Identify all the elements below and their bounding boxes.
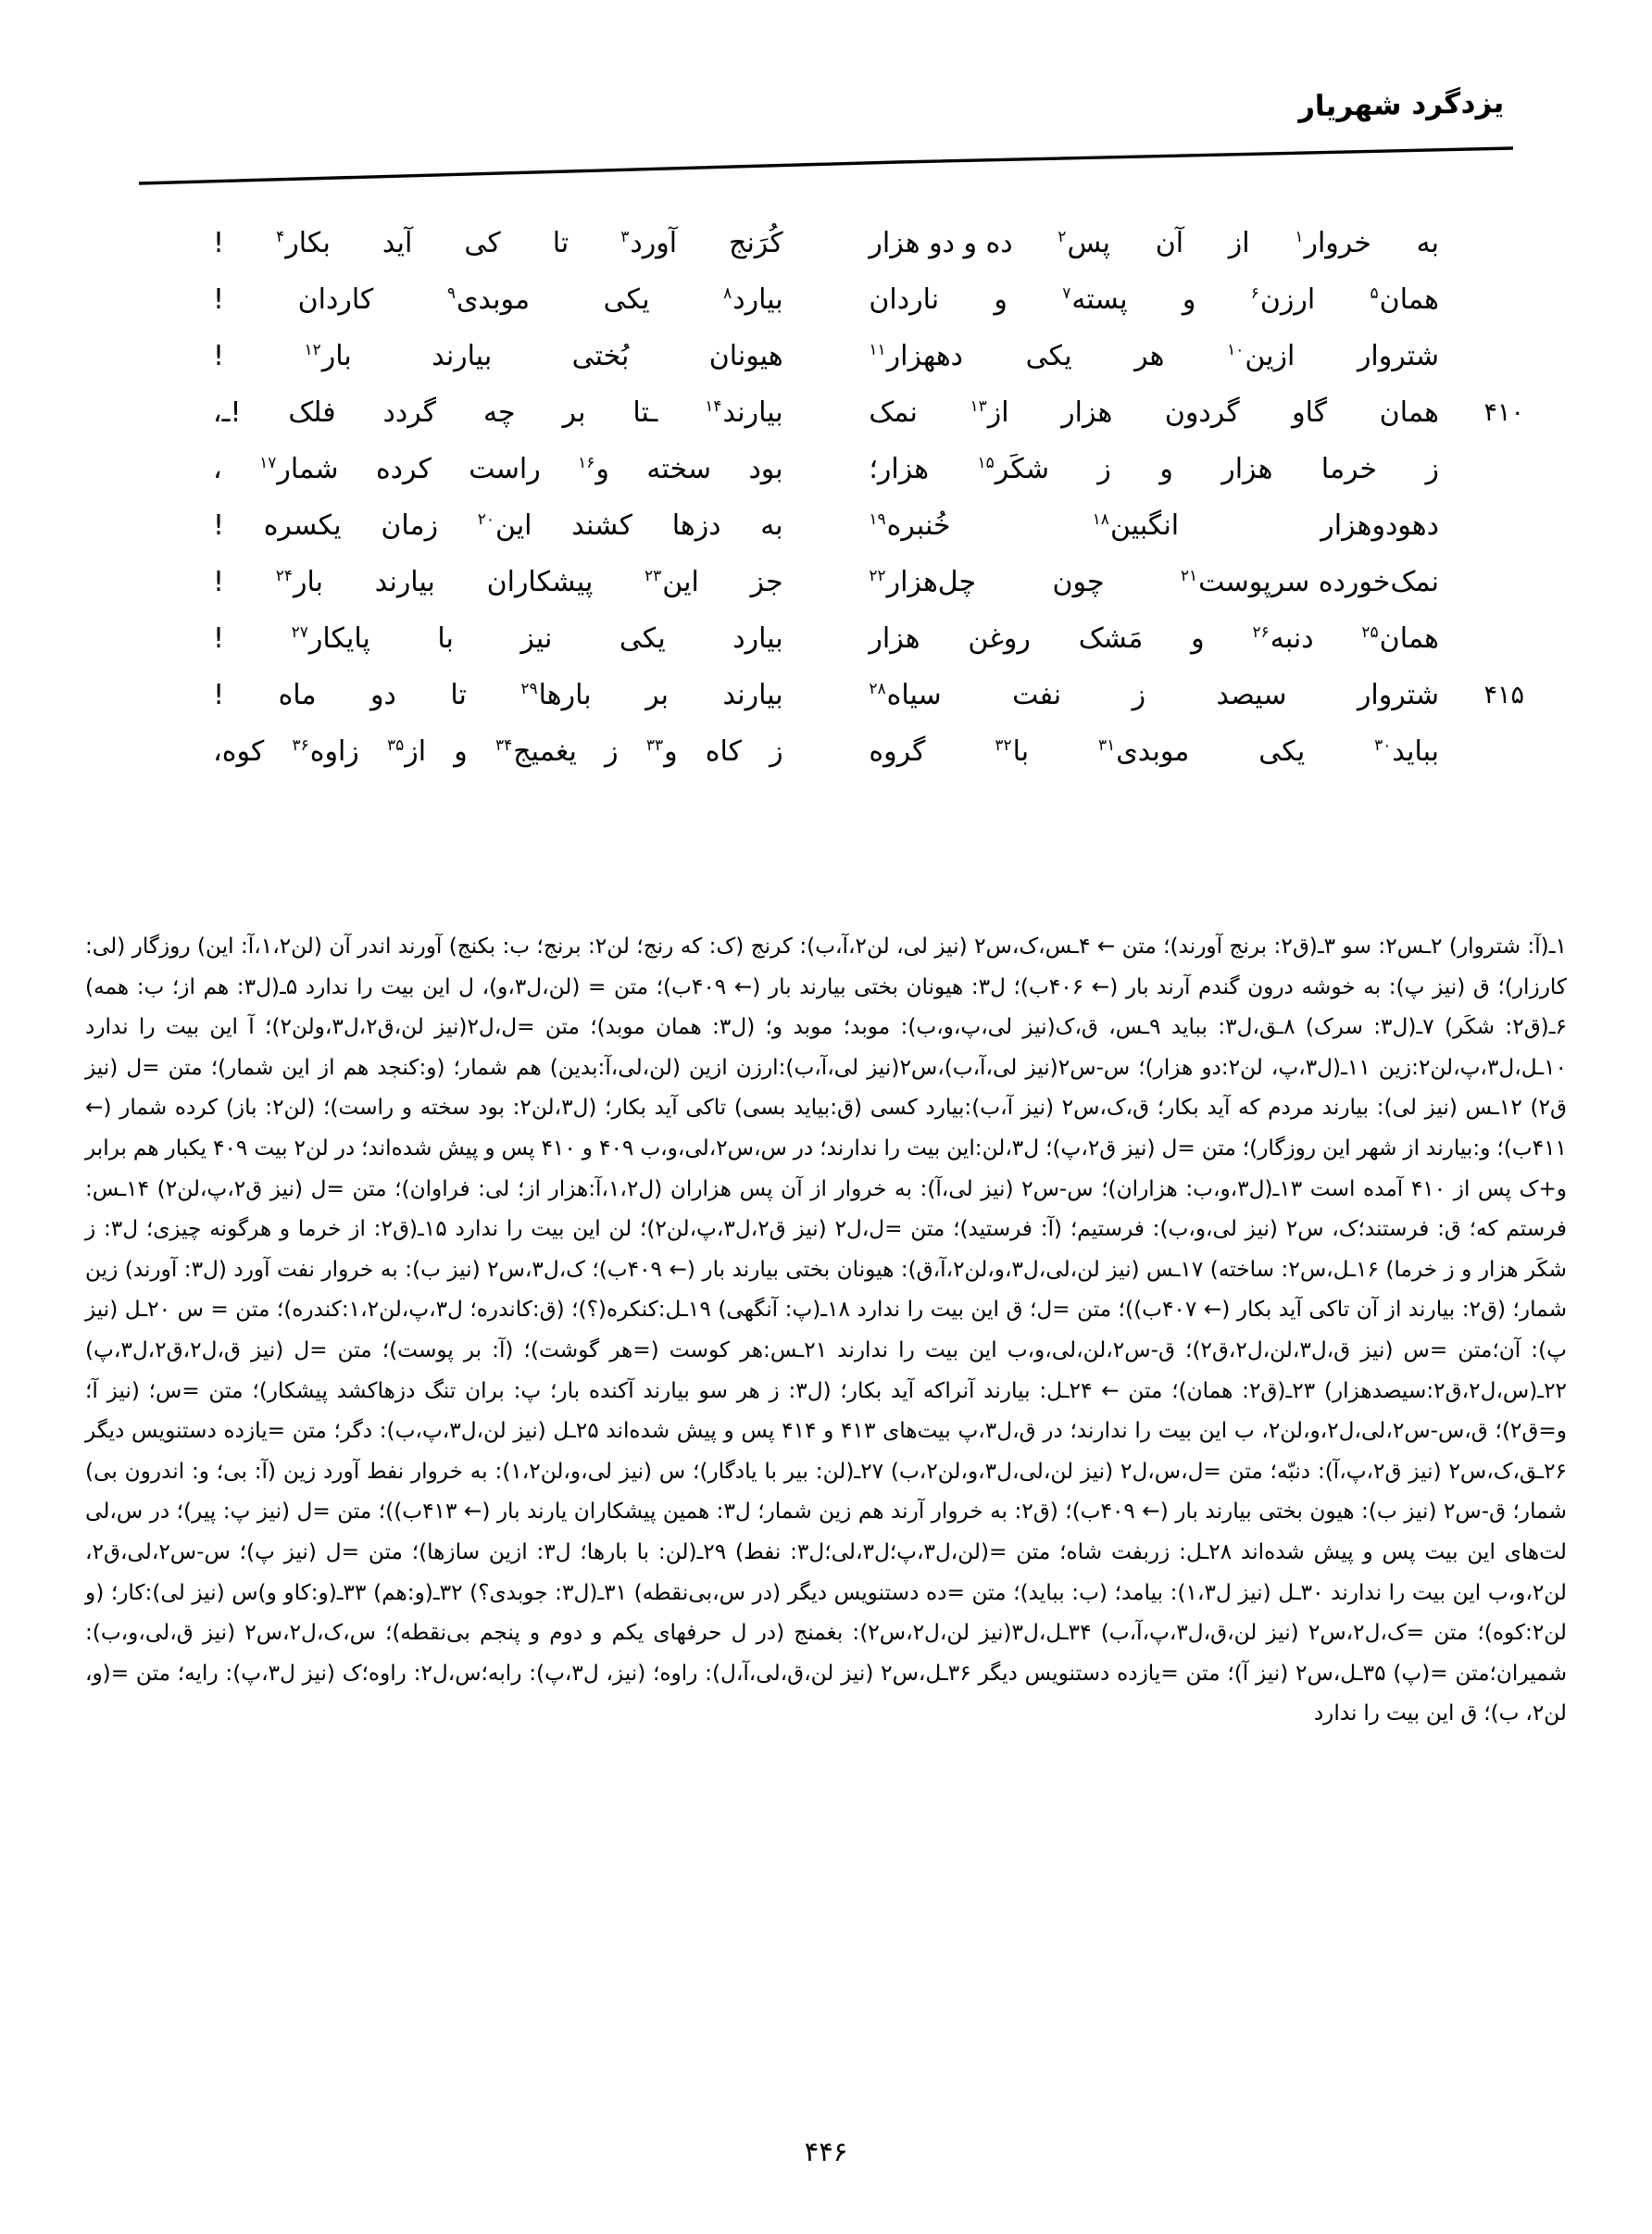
verse-word: موبدی$^۹$ <box>446 283 531 316</box>
hemistich-words <box>869 667 1439 723</box>
verse-word: یکی <box>1258 735 1306 768</box>
hemistich-right <box>856 441 1439 497</box>
footnote-marker[interactable]: ۱۳ <box>970 397 987 416</box>
hemistich-right <box>856 328 1439 384</box>
hemistich-right <box>856 667 1439 723</box>
hemistich-words <box>869 215 1439 271</box>
verse-word: هر <box>1134 340 1165 372</box>
verse-number: ۴۱۵ <box>1483 681 1524 709</box>
footnote-marker[interactable]: ۲۱ <box>1180 567 1198 585</box>
verse-word: با <box>437 622 454 655</box>
footnote-marker[interactable]: ۳۴ <box>495 736 513 755</box>
verse-word: نیز <box>520 622 553 655</box>
verse-word: یغمیج$^{۳۴}$ <box>495 735 577 768</box>
verse-word: نمک <box>869 396 918 429</box>
verse-word: به <box>760 509 783 542</box>
footnote-marker[interactable]: ۱۸ <box>1092 510 1109 529</box>
hemistich-words <box>869 610 1439 667</box>
verse-word: ارزن$^۶$ <box>1250 283 1316 316</box>
hemistich-right <box>856 271 1439 328</box>
hemistich-words <box>869 441 1439 497</box>
verse-word: ، <box>213 453 222 485</box>
footnote-marker[interactable]: ۱۴ <box>705 397 722 416</box>
verse-word: زمان <box>381 509 439 542</box>
verse-word: دهودوهزار <box>1320 509 1439 542</box>
hemistich-left <box>213 723 787 780</box>
verse-word: و$^{۱۶}$ <box>578 453 609 485</box>
hemistich-words <box>213 554 783 610</box>
verse-word: آید <box>382 227 413 259</box>
footnote-marker[interactable]: ۲۵ <box>1361 623 1379 642</box>
verse-word: بیارند <box>374 566 435 598</box>
footnote-marker[interactable]: ۸ <box>723 284 732 303</box>
verse-word: بر <box>562 396 586 429</box>
verse-word: نمک‌خورده سرپوست$^{۲۱}$ <box>1180 566 1439 598</box>
hemistich-words <box>213 441 783 497</box>
verse-word: چل‌هزار$^{۲۲}$ <box>869 566 977 598</box>
verse-word: موبدی$^{۳۱}$ <box>1097 735 1190 768</box>
verse-word: هیونان <box>708 340 783 372</box>
verse-word: و <box>1182 283 1196 316</box>
verse-word: همان <box>1379 396 1439 429</box>
hemistich-left <box>213 610 787 667</box>
verse-word: سیصد <box>1216 679 1287 711</box>
footnote-marker[interactable]: ۱۹ <box>869 510 886 529</box>
verse-word: کاردان <box>297 283 374 316</box>
verse-word: فلک <box>288 396 336 429</box>
verse-word: بباید$^{۳۰}$ <box>1374 735 1439 768</box>
verse-word: بار$^{۱۲}$ <box>304 340 352 372</box>
verse-word: انگبین$^{۱۸}$ <box>1092 509 1180 542</box>
verse-word: هزار <box>1221 453 1273 485</box>
verse-word: شتروار <box>1357 340 1439 372</box>
hemistich-left <box>213 667 787 723</box>
hemistich-words <box>213 723 783 780</box>
verse-word: هزار <box>869 622 920 655</box>
hemistich-right <box>856 497 1439 554</box>
verse-line <box>213 723 1439 780</box>
verse-word: کرده <box>375 453 432 485</box>
verse-word: ! <box>213 340 225 372</box>
footnote-marker[interactable]: ۱۱ <box>869 341 886 359</box>
verse-word: روغن <box>968 622 1031 655</box>
verse-word: ! <box>213 679 225 711</box>
verse-word: شمار$^{۱۷}$ <box>259 453 339 485</box>
verse-word: همان$^{۲۵}$ <box>1361 622 1439 655</box>
verse-word: دزها <box>671 509 721 542</box>
footnote-marker[interactable]: ۶ <box>1250 284 1259 303</box>
verse-word: هزار <box>1061 396 1113 429</box>
verse-word: پایکار$^{۲۷}$ <box>291 622 370 655</box>
verse-word: راست <box>469 453 541 485</box>
verse-word: یکسره <box>263 509 342 542</box>
verse-word: ز <box>605 735 619 768</box>
verse-word: ! <box>213 227 225 259</box>
footnote-marker[interactable]: ۲۴ <box>275 567 294 585</box>
verse-word: ز <box>1425 453 1439 485</box>
verse-word: کوه، <box>213 735 265 768</box>
verse-word: نفت <box>1012 679 1062 711</box>
verse-word: تا <box>552 227 569 259</box>
verse-word: ! <box>213 509 225 542</box>
verse-word: این$^{۲۰}$ <box>477 509 532 542</box>
verse-word: بار$^{۲۴}$ <box>275 566 323 598</box>
verse-line <box>213 328 1439 384</box>
hemistich-left <box>213 384 787 441</box>
verse-word: گردون <box>1164 396 1240 429</box>
verse-line <box>213 384 1524 441</box>
verse-number: ۴۱۰ <box>1483 398 1524 427</box>
verse-word: چه <box>482 396 516 429</box>
hemistich-right <box>856 384 1439 441</box>
verse-word: از$^{۳۵}$ <box>386 735 427 768</box>
verse-word: ! <box>213 622 225 655</box>
verse-word: و <box>1159 453 1173 485</box>
footnote-marker[interactable]: ۱۶ <box>578 454 595 472</box>
footnote-marker[interactable]: ۳۲ <box>995 736 1012 755</box>
hemistich-right <box>856 723 1439 780</box>
verse-word: جز <box>750 566 783 598</box>
verse-line <box>213 610 1439 667</box>
apparatus-paragraph: ۱ـ(آ: شتروار) ۲ـس۲: سو ۳ـ(ق۲: برنج آورند)؛ متن ← ۴ـس،ک،س۲ (نیز لی، لن۲،آ،ب): کرنج (ک: که رنج؛ لن۲: برنج؛ ب: بکنج) آورند اندر آن (لن۱،۲،آ: این) روزگار (لی: کارزار)؛ ق (نیز پ): به خوشه درون گندم آرند بار (← ۴۰۶ب)؛ ل۳: هیونان بختی بیارند بار (← ۴۰۹ب)؛ متن = (لن،ل۳،و)، ل این بیت را ندارد ۵ـ(ل۳: هم از؛ ب: همه) ۶ـ(ق۲: شکَر) ۷ـ(ل۳: سرک) ۸ـق،ل۳: بباید ۹ـس، ق،ک(نیز لی،پ،و،ب): موبد؛ موبد و؛ (ل۳: همان موبد)؛ متن =ل،ل۲(نیز لن،ق۲،ل۳،ولن۲)؛ آ این بیت را ندارد ۱۰ـل،ل۳،پ،لن۲:زین ۱۱ـ(ل۳،پ، لن۲:دو هزار)؛ س-س۲(نیز لی،آ،ب)،س۲(نیز لی،آ،ب):ارزن ازین (لن،لی،آ:بدین) هم شمار؛ (و:کنجد هم از این شمار)؛ متن =ل (نیز ق۲) ۱۲ـس (نیز لی): بیارند مردم که آید بکار؛ ق،ک،س۲ (نیز آ،ب):بیارد کسی (ق:بیاید بسی) تاکی آید بکار؛ (ل۳،لن۲: بود سخته و راست)؛ (لن۲: باز) کرده شمار (← ۴۱۱ب)؛ و:بیارند از شهر این روزگار)؛ متن =ل (نیز ق۲،پ)؛ ل۳،لن:این بیت را ندارند؛ در س،س۲،لی،و،ب ۴۰۹ و ۴۱۰ پس و پیش شده‌اند؛ در لن۲ بیت ۴۰۹ یکبار هم برابر و+ک پس از ۴۱۰ آمده است ۱۳ـ(ل۳،و،ب: هزاران)؛ س-س۲ (نیز لی،آ): به خروار از آن پس هزاران (ل۱،۲،آ:هزار از؛ لی: فراوان)؛ متن =ل (نیز ق۲،پ،لن۲) ۱۴ـس: فرستم که؛ ق: فرستند؛ک، س۲ (نیز لی،و،ب): فرستیم؛ (آ: فرستید)؛ متن =ل،ل۲ (نیز ق۲،ل۳،پ،لن۲)؛ لن این بیت را ندارد ۱۵ـ(ق۲: از خرما و هرگونه چیزی؛ ل۳: ز شکَر هزار و ز خرما) ۱۶ـل،س۲: ساخته) ۱۷ـس (نیز لن،لی،ل۳،و،لن۲،آ،ق): هیونان بختی بیارند بار (← ۴۰۹ب)؛ ک،ل۳،س۲ (نیز ب): به خروار نفت آورد (ل۳: آورند) زین شمار؛ (ق۲: بیارند از آن تاکی آید بکار (← ۴۰۷ب))؛ متن =ل؛ ق این بیت را ندارد ۱۸ـ(پ: آنگهی) ۱۹ـل:کنکره(؟)؛ (ق:کاندره؛ ل۳،پ،لن۱،۲:کندره)؛ متن = س ۲۰ـل (نیز پ): آن؛متن =س (نیز ق،ل۳،لن،ل۲،ق۲)؛ ق-س۲،لن،لی،و،ب این بیت را ندارند ۲۱ـس:هر کوست (=هر گوشت)؛ (آ: بر پوست)؛ متن =ل (نیز ق،ل۲،ق۲،ل۳،پ) ۲۲ـ(س،ل۲،ق۲:سیصدهزار) ۲۳ـ(ق۲: همان)؛ متن ← ۲۴ـل: بیارند آنراکه آید بکار؛ (ل۳: ز هر سو بیارند آکنده بار؛ پ: بران تنگ دزهاکشد پیشکار)؛ متن =س؛ (نیز آ؛ و=ق۲)؛ ق،س-س۲،لی،ل۲،و،لن۲، ب این بیت را ندارند؛ در ق،ل۳،پ بیت‌های ۴۱۳ و ۴۱۴ پس و پیش شده‌اند ۲۵ـل (نیز لن،ل۳،پ،ب): دگر؛ متن =یازده دستنویس دیگر ۲۶ـق،ک،س۲ (نیز ق۲،پ،آ): دنبّه؛ متن =ل،س،ل۲ (نیز لن،لی،ل۳،و،لن۲،ب) ۲۷ـ(لن: بیر با یادگار)؛ س (نیز لی،و،لن۱،۲): به خروار نفط آورد زین (آ: بی؛ و: اندرون بی) شمار؛ ق-س۲ (نیز ب): هیون بختی بیارند بار (← ۴۰۹ب)؛ (ق۲: به خروار آرند هم زین شمار؛ ل۳: همین پیشکاران یارند بار (← ۴۱۳ب))؛ متن =ل (نیز پ: پیر)؛ در س،لی لت‌های این بیت پس و پیش شده‌اند ۲۸ـل: زربفت شاه؛ متن =(لن،ل۳،پ؛ل۳،لی؛ل۳: نفط) ۲۹ـ(لن: با بارها؛ ل۳: ازین سازها)؛ متن =ل (نیز پ)؛ س-س۲،لی،ق۲، لن۲،و،ب این بیت را ندارند ۳۰ـل (نیز ل۱،۳): بیامد؛ (ب: بباید)؛ متن =ده دستنویس دیگر (در س،بی‌نقطه) ۳۱ـ(ل۳: جوبدی؟) ۳۲ـ(و:هم) ۳۳ـ(و:کاو و)س (نیز لی):کار؛ (و لن۲:کوه)؛ متن =ک،ل۲،س۲ (نیز لن،ق،ل۳،پ،آ،ب) ۳۴ـل،ل۳(نیز لن،ل۲،س۲): بغمنج (در ل حرفهای یکم و دوم و پنجم بی‌نقطه)؛ س،ک،ل۲،س۲ (نیز ق،لی،و،ب): شمیران؛متن =(پ) ۳۵ـل،س۲ (نیز آ)؛ متن =یازده دستنویس دیگر ۳۶ـل،س۲ (نیز لن،ق،لی،آ،ل): راوه؛ (نیز، ل۳،پ): رابه؛س،ل۲: راوه؛ک (نیز ل۳،پ): رایه؛ متن =(و، لن۲، ب)؛ ق این بیت را ندارد <box>85 934 1568 1726</box>
verse-word: ماه <box>278 679 317 711</box>
verse-line <box>213 554 1439 610</box>
footnote-marker[interactable]: ۳۱ <box>1097 736 1116 755</box>
verse-word: سخته <box>646 453 711 485</box>
footnote-marker[interactable]: ۳۰ <box>1374 736 1392 755</box>
hemistich-words <box>213 384 783 441</box>
hemistich-words <box>869 328 1439 384</box>
folio-number: ۴۴۶ <box>804 2136 848 2167</box>
hemistich-left <box>213 497 787 554</box>
verse-word: خرما <box>1320 453 1378 485</box>
verse-word: بیارند <box>432 340 493 372</box>
verse-word: و <box>1191 622 1205 655</box>
verse-word: دو <box>370 679 396 711</box>
footnote-marker[interactable]: ۳ <box>620 228 630 246</box>
verse-word: دههزار$^{۱۱}$ <box>869 340 964 372</box>
hemistich-words <box>869 497 1439 554</box>
verse-word: بکار$^۴$ <box>276 227 331 259</box>
verse-word: بود <box>748 453 783 485</box>
verse-word: یکی <box>1025 340 1072 372</box>
hemistich-left <box>213 271 787 328</box>
verse-word: پس$^۲$ <box>1058 227 1111 259</box>
verse-word: و <box>454 735 468 768</box>
verse-word: همان$^۵$ <box>1370 283 1439 316</box>
verse-word: به <box>1416 227 1439 259</box>
footnote-marker[interactable]: ۱ <box>1295 228 1304 246</box>
verse-word: ـتا <box>632 396 658 429</box>
verse-word: بارها$^{۲۹}$ <box>520 679 592 711</box>
hemistich-words <box>213 667 783 723</box>
hemistich-words <box>213 497 783 554</box>
footnote-marker[interactable]: ۲۰ <box>477 510 494 529</box>
verse-word: بیارد <box>732 622 783 655</box>
verse-word: ز <box>770 735 783 768</box>
footnote-marker[interactable]: ۹ <box>446 284 456 303</box>
verse-word: مَشک <box>1078 622 1144 655</box>
verse-word: از$^{۱۳}$ <box>970 396 1009 429</box>
verse-word: کشند <box>571 509 633 542</box>
hemistich-words <box>869 554 1439 610</box>
verse-word: دنبه$^{۲۶}$ <box>1252 622 1314 655</box>
page-header <box>139 86 1513 172</box>
verse-word: ناردان <box>869 283 940 316</box>
verse-block <box>213 215 1524 780</box>
verse-word: تا <box>450 679 467 711</box>
verse-word: ! <box>213 566 225 598</box>
hemistich-right <box>856 610 1439 667</box>
verse-word: و$^{۳۳}$ <box>645 735 678 768</box>
verse-word: ! <box>213 283 225 316</box>
verse-word: یکی <box>619 622 666 655</box>
verse-word: هزار؛ <box>869 453 930 485</box>
critical-apparatus <box>85 926 1567 1734</box>
footnote-marker[interactable]: ۱۵ <box>977 454 995 472</box>
verse-word: ده و دو هزار <box>869 227 1013 259</box>
footnote-marker[interactable]: ۳۳ <box>645 736 664 755</box>
verse-word: آورد$^۳$ <box>620 227 678 259</box>
verse-word: سیاه$^{۲۸}$ <box>869 679 942 711</box>
footnote-marker[interactable]: ۲۳ <box>645 567 662 585</box>
verse-word: کاه <box>705 735 742 768</box>
footnote-marker[interactable]: ۳۶ <box>292 736 309 755</box>
hemistich-words <box>869 723 1439 780</box>
hemistich-words <box>213 328 783 384</box>
verse-word: گروه <box>869 735 926 768</box>
verse-word: کُرَنج <box>729 227 783 259</box>
verse-word: بیارند$^{۱۴}$ <box>705 396 783 429</box>
verse-line <box>213 497 1439 554</box>
footnote-marker[interactable]: ۳۵ <box>386 736 405 755</box>
verse-word: شکَر$^{۱۵}$ <box>977 453 1050 485</box>
verse-line <box>213 271 1439 328</box>
verse-word: گردد <box>382 396 437 429</box>
verse-word: ازین$^{۱۰}$ <box>1227 340 1295 372</box>
footnote-marker[interactable]: ۲۷ <box>291 623 308 642</box>
verse-word: بُختی <box>571 340 630 372</box>
verse-line <box>213 441 1439 497</box>
hemistich-right <box>856 215 1439 271</box>
footnote-marker[interactable]: ۱۷ <box>259 454 277 472</box>
verse-word: خُنبره$^{۱۹}$ <box>869 509 951 542</box>
running-head-title: یزدگرد شهریار <box>1297 86 1505 124</box>
verse-word: کی <box>464 227 501 259</box>
footnote-marker[interactable]: ۴ <box>276 228 285 246</box>
footnote-marker[interactable]: ۲۹ <box>520 680 538 698</box>
footnote-marker[interactable]: ۷ <box>1062 284 1071 303</box>
footnote-marker[interactable]: ۵ <box>1370 284 1379 303</box>
verse-word: بر <box>645 679 670 711</box>
verse-word: بیارند <box>722 679 783 711</box>
hemistich-words <box>213 610 783 667</box>
footnote-marker[interactable]: ۱۰ <box>1227 341 1245 359</box>
verse-word: بیارد$^۸$ <box>723 283 783 316</box>
verse-line <box>213 215 1439 271</box>
footnote-marker[interactable]: ۲۲ <box>869 567 886 585</box>
hemistich-words <box>869 384 1439 441</box>
verse-word: ز <box>1097 453 1111 485</box>
footnote-marker[interactable]: ۲۶ <box>1252 623 1270 642</box>
verse-word: و <box>994 283 1007 316</box>
verse-word: شتروار <box>1357 679 1439 711</box>
verse-word: پسته$^۷$ <box>1062 283 1128 316</box>
verse-word: گاو <box>1292 396 1328 429</box>
footnote-marker[interactable]: ۲۸ <box>869 680 886 698</box>
verse-word: از <box>1228 227 1250 259</box>
verse-word: چون <box>1052 566 1105 598</box>
hemistich-words <box>213 271 783 328</box>
verse-word: با$^{۳۲}$ <box>995 735 1030 768</box>
footnote-marker[interactable]: ۲ <box>1058 228 1067 246</box>
verse-word: !ـ، <box>213 396 242 429</box>
hemistich-left <box>213 441 787 497</box>
hemistich-left <box>213 215 787 271</box>
hemistich-left <box>213 328 787 384</box>
verse-word: ز <box>1132 679 1146 711</box>
verse-word: زاوه$^{۳۶}$ <box>292 735 359 768</box>
verse-word: پیشکاران <box>486 566 594 598</box>
footnote-marker[interactable]: ۱۲ <box>304 341 321 359</box>
verse-word: این$^{۲۳}$ <box>645 566 699 598</box>
hemistich-words <box>869 271 1439 328</box>
hemistich-right <box>856 554 1439 610</box>
verse-word: یکی <box>603 283 650 316</box>
hemistich-words <box>213 215 783 271</box>
verse-word: آن <box>1155 227 1184 259</box>
hemistich-left <box>213 554 787 610</box>
verse-line <box>213 667 1524 723</box>
verse-word: خروار$^۱$ <box>1295 227 1371 259</box>
header-rule-divider <box>139 146 1513 189</box>
